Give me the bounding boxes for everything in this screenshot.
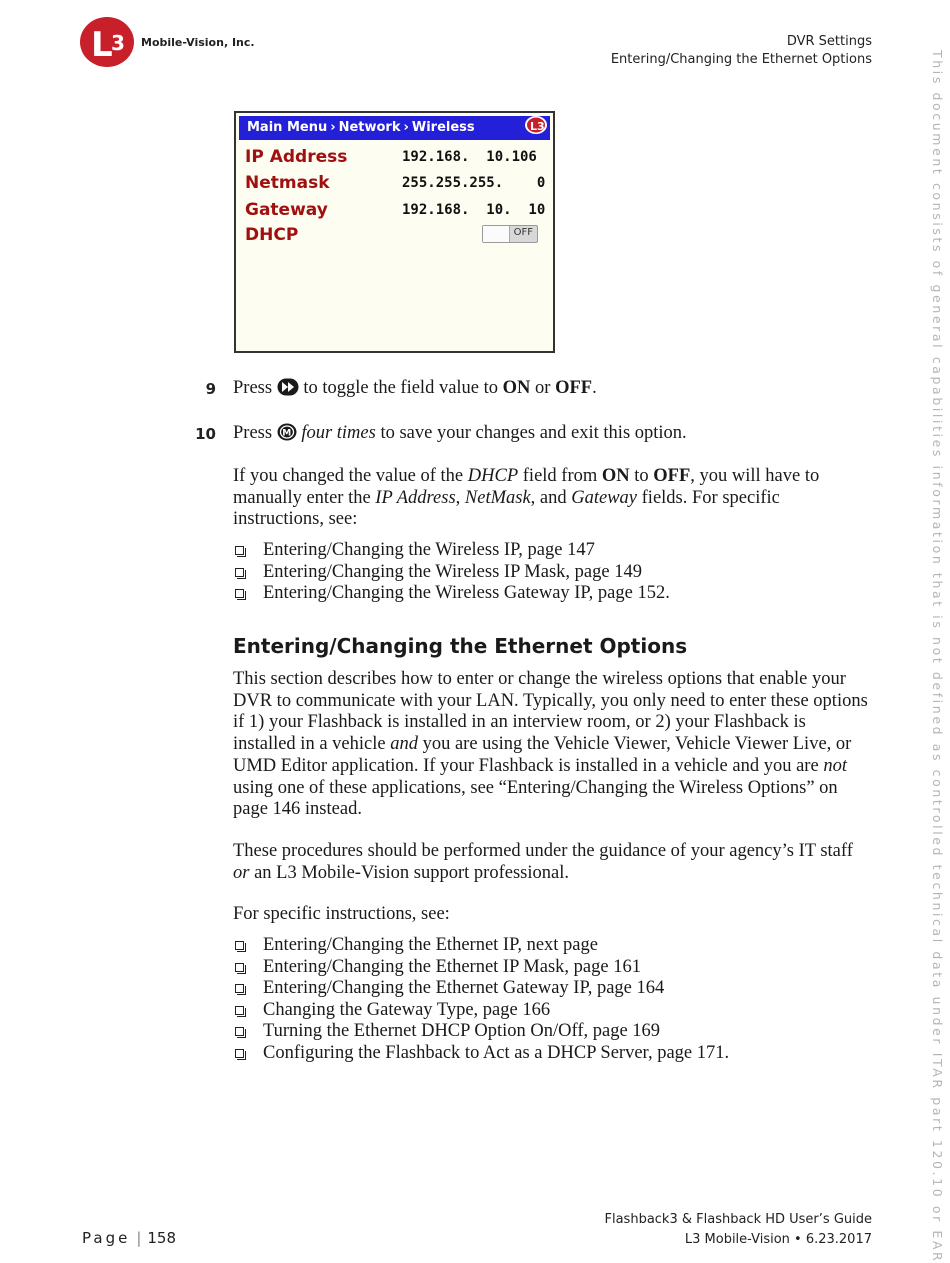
field-value-netmask: 255.255.255. 0 — [402, 175, 546, 191]
field-label-netmask: Netmask — [245, 173, 330, 193]
step-number-10: 10 — [195, 425, 216, 443]
list-item[interactable]: Configuring the Flashback to Act as a DHCP Server, page 171. — [234, 1043, 729, 1065]
crumb-main-menu: Main Menu — [247, 120, 328, 135]
list-item[interactable]: Turning the Ethernet DHCP Option On/Off, page 169 — [234, 1021, 729, 1043]
toggle-state: OFF — [513, 227, 533, 238]
checkbox-bullet-icon — [235, 546, 244, 555]
svg-text:M: M — [281, 428, 291, 439]
crumb-wireless: Wireless — [411, 120, 475, 135]
field-value-gateway: 192.168. 10. 10 — [402, 202, 546, 218]
dvr-screen-image — [234, 111, 555, 353]
list-item[interactable]: Entering/Changing the Ethernet IP Mask, page 161 — [234, 957, 729, 979]
checkbox-bullet-icon — [235, 1049, 244, 1058]
checkbox-bullet-icon — [235, 941, 244, 950]
list-item[interactable]: Entering/Changing the Wireless IP Mask, page 149 — [234, 562, 670, 584]
intro-paragraph: This section describes how to enter or change the wireless options that enable your DVR to communicate with your LAN. Typically, you only need to enter these options if 1) your Flashback is installed in an interview room, or 2) your Flashback is installed in a vehicle and you are using the Vehicle Viewer, Vehicle Viewer Live, or UMD Editor application. If your Flashback is installed in a vehicle and you are not using one of these applications, see “Entering/Changing the Wireless Options” on page 146 instead. — [233, 669, 868, 820]
screen-breadcrumb: Main Menu › Network › Wireless — [239, 116, 550, 140]
itar-watermark: This document consists of general capabilities information that is not defined as controlled technical data under ITAR part 120.10 or EAR — [930, 50, 945, 1263]
field-label-ip-address: IP Address — [245, 147, 348, 167]
field-label-dhcp: DHCP — [245, 225, 299, 245]
field-label-gateway: Gateway — [245, 200, 328, 220]
step-9-text: Press to toggle the field value to ON or OFF. — [233, 378, 597, 398]
svg-text:L3: L3 — [530, 120, 545, 133]
checkbox-bullet-icon — [235, 589, 244, 598]
step-number-9: 9 — [205, 380, 216, 398]
svg-text:3: 3 — [111, 31, 125, 55]
guidance-paragraph: These procedures should be performed under the guidance of your agency’s IT staff or an L3 Mobile-Vision support professional. — [233, 841, 853, 883]
screen-l3-icon — [525, 116, 547, 134]
header-subsection: Entering/Changing the Ethernet Options — [610, 52, 872, 67]
header-section: DVR Settings — [786, 34, 872, 49]
running-header — [611, 33, 872, 69]
l3-logo — [80, 16, 136, 68]
toggle-knob — [483, 226, 510, 242]
list-item[interactable]: Entering/Changing the Wireless IP, page 147 — [234, 540, 670, 562]
page-footer-info — [605, 1210, 873, 1250]
list-item[interactable]: Changing the Gateway Type, page 166 — [234, 1000, 729, 1022]
page-label: Page — [82, 1229, 131, 1247]
checkbox-bullet-icon — [235, 1006, 244, 1015]
step-10-text: Press M four times to save your changes and exit this option. — [233, 423, 687, 443]
for-specific-text: For specific instructions, see: — [233, 904, 450, 924]
guide-title: Flashback3 & Flashback HD User’s Guide — [604, 1212, 872, 1227]
field-value-ip-address: 192.168. 10.106 — [402, 149, 537, 165]
menu-button-icon — [277, 423, 297, 441]
page-footer-number: Page | 158 — [82, 1229, 177, 1247]
crumb-network: Network — [338, 120, 401, 135]
wireless-links-list — [234, 540, 670, 605]
fast-forward-button-icon — [277, 378, 299, 396]
list-item[interactable]: Entering/Changing the Ethernet IP, next page — [234, 935, 729, 957]
checkbox-bullet-icon — [235, 984, 244, 993]
dhcp-toggle — [482, 225, 538, 243]
list-item[interactable]: Entering/Changing the Ethernet Gateway IP, page 164 — [234, 978, 729, 1000]
checkbox-bullet-icon — [235, 1027, 244, 1036]
svg-text:L: L — [91, 25, 113, 65]
list-item[interactable]: Entering/Changing the Wireless Gateway IP, page 152. — [234, 583, 670, 605]
page-number: 158 — [147, 1229, 177, 1247]
checkbox-bullet-icon — [235, 568, 244, 577]
checkbox-bullet-icon — [235, 963, 244, 972]
dhcp-note-paragraph: If you changed the value of the DHCP field from ON to OFF, you will have to manually enter the IP Address, NetMask, and Gateway fields. For specific instructions, see: — [233, 466, 820, 530]
section-heading: Entering/Changing the Ethernet Options — [233, 634, 688, 658]
ethernet-links-list — [234, 935, 729, 1064]
publisher-date: L3 Mobile-Vision • 6.23.2017 — [684, 1232, 872, 1247]
company-name: Mobile-Vision, Inc. — [141, 36, 255, 49]
